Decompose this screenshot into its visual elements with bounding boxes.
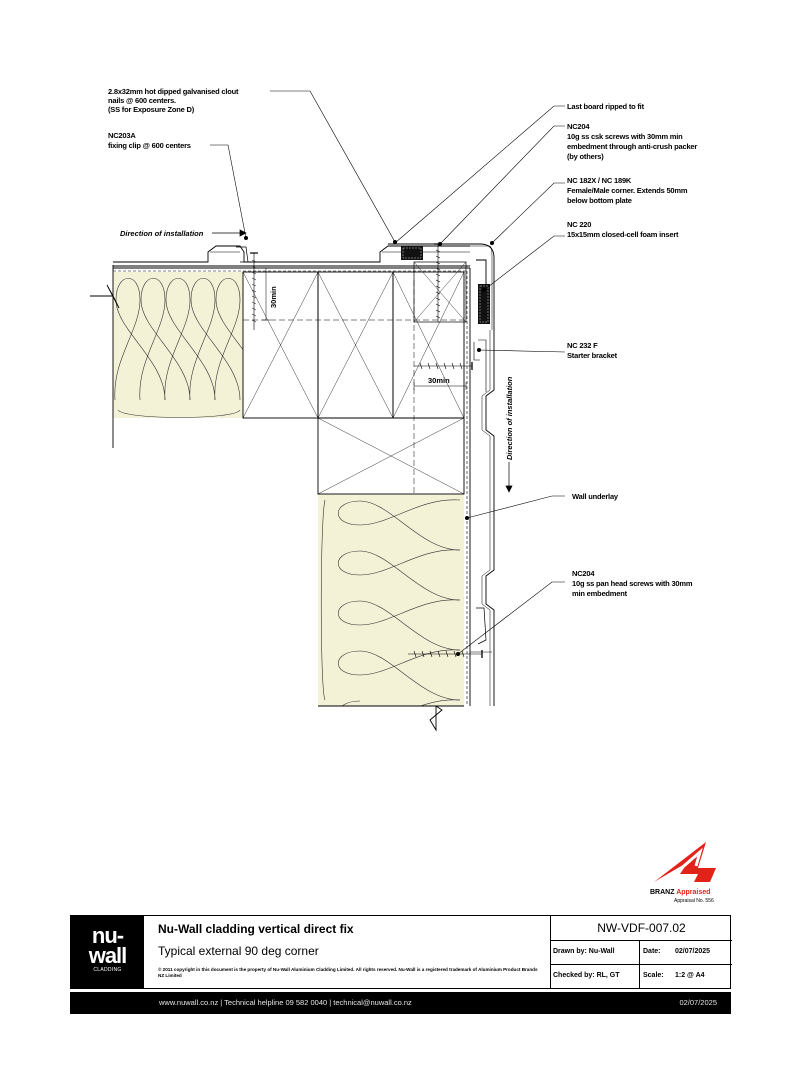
direction-label-horizontal: Direction of installation — [120, 229, 204, 238]
branz-word: BRANZ — [650, 889, 675, 896]
branz-logo-icon — [640, 838, 730, 888]
scale-value: 1:2 @ A4 — [675, 972, 705, 979]
callout-clout-nails: 2.8x32mm hot dipped galvanised clout nails @ 600 centers. (SS for Exposure Zone D) — [108, 87, 239, 114]
checked-by: Checked by: RL, GT — [553, 972, 620, 979]
cladding-right-boards — [470, 330, 494, 706]
drawn-by: Drawn by: Nu-Wall — [553, 948, 615, 955]
title-block-info — [550, 916, 732, 988]
logo-line-2: wall — [88, 943, 127, 968]
branz-name — [650, 889, 710, 896]
direction-label-vertical: Direction of installation — [505, 376, 514, 460]
dimension-vertical-label: 30min — [269, 286, 278, 308]
callout-starter: NC 232 F Starter bracket — [567, 341, 617, 360]
foam-insert — [401, 246, 490, 324]
drawing-subtitle: Typical external 90 deg corner — [158, 944, 319, 958]
direction-arrow-horizontal — [212, 230, 246, 236]
callout-nc204-bottom: NC204 10g ss pan head screws with 30mm min embedment — [572, 569, 693, 598]
insulation-top — [113, 272, 265, 418]
drawing-number: NW-VDF-007.02 — [551, 916, 732, 941]
date-value: 02/07/2025 — [675, 948, 711, 955]
footer-date: 02/07/2025 — [679, 998, 717, 1007]
drawing-title: Nu-Wall cladding vertical direct fix — [158, 922, 354, 936]
footer-bar — [70, 992, 731, 1014]
callout-last-board: Last board ripped to fit — [567, 102, 644, 111]
callout-underlay: Wall underlay — [572, 492, 618, 501]
dimension-horizontal-label: 30min — [428, 376, 450, 385]
callout-nc204-top: NC204 10g ss csk screws with 30mm min embedment through anti-crush packer (by others) — [567, 122, 698, 161]
logo-wordmark — [71, 923, 144, 968]
logo-subtitle: CLADDING — [93, 967, 122, 973]
callout-fixing-clip: NC203A fixing clip @ 600 centers — [108, 131, 191, 150]
scale-label: Scale: — [643, 972, 664, 979]
direction-arrow-vertical — [506, 462, 512, 492]
screw-top — [414, 244, 472, 370]
callout-foam: NC 220 15x15mm closed-cell foam insert — [567, 220, 679, 239]
copyright-notice: © 2011 copyright in this document is the property of Nu-Wall Aluminium Cladding Limited. All rights reserved. Nu-Wall is a registered trademark of Aluminium Product Brands NZ Limited — [158, 967, 538, 978]
date-label: Date: — [643, 948, 661, 955]
appraised-word: Appraised — [676, 889, 711, 896]
nuwall-logo — [71, 916, 144, 988]
branz-appraisal-number: Appraisal No. 556 — [674, 898, 714, 904]
callout-corner: NC 182X / NC 189K Female/Male corner. Extends 50mm below bottom plate — [567, 176, 688, 205]
branz-appraised-mark — [640, 838, 730, 908]
logo-line-1: nu- — [91, 923, 124, 948]
insulation-bottom — [318, 494, 464, 725]
title-block — [70, 915, 731, 989]
footer-contact-links[interactable]: www.nuwall.co.nz | Technical helpline 09 582 0040 | technical@nuwall.co.nz — [159, 998, 412, 1007]
